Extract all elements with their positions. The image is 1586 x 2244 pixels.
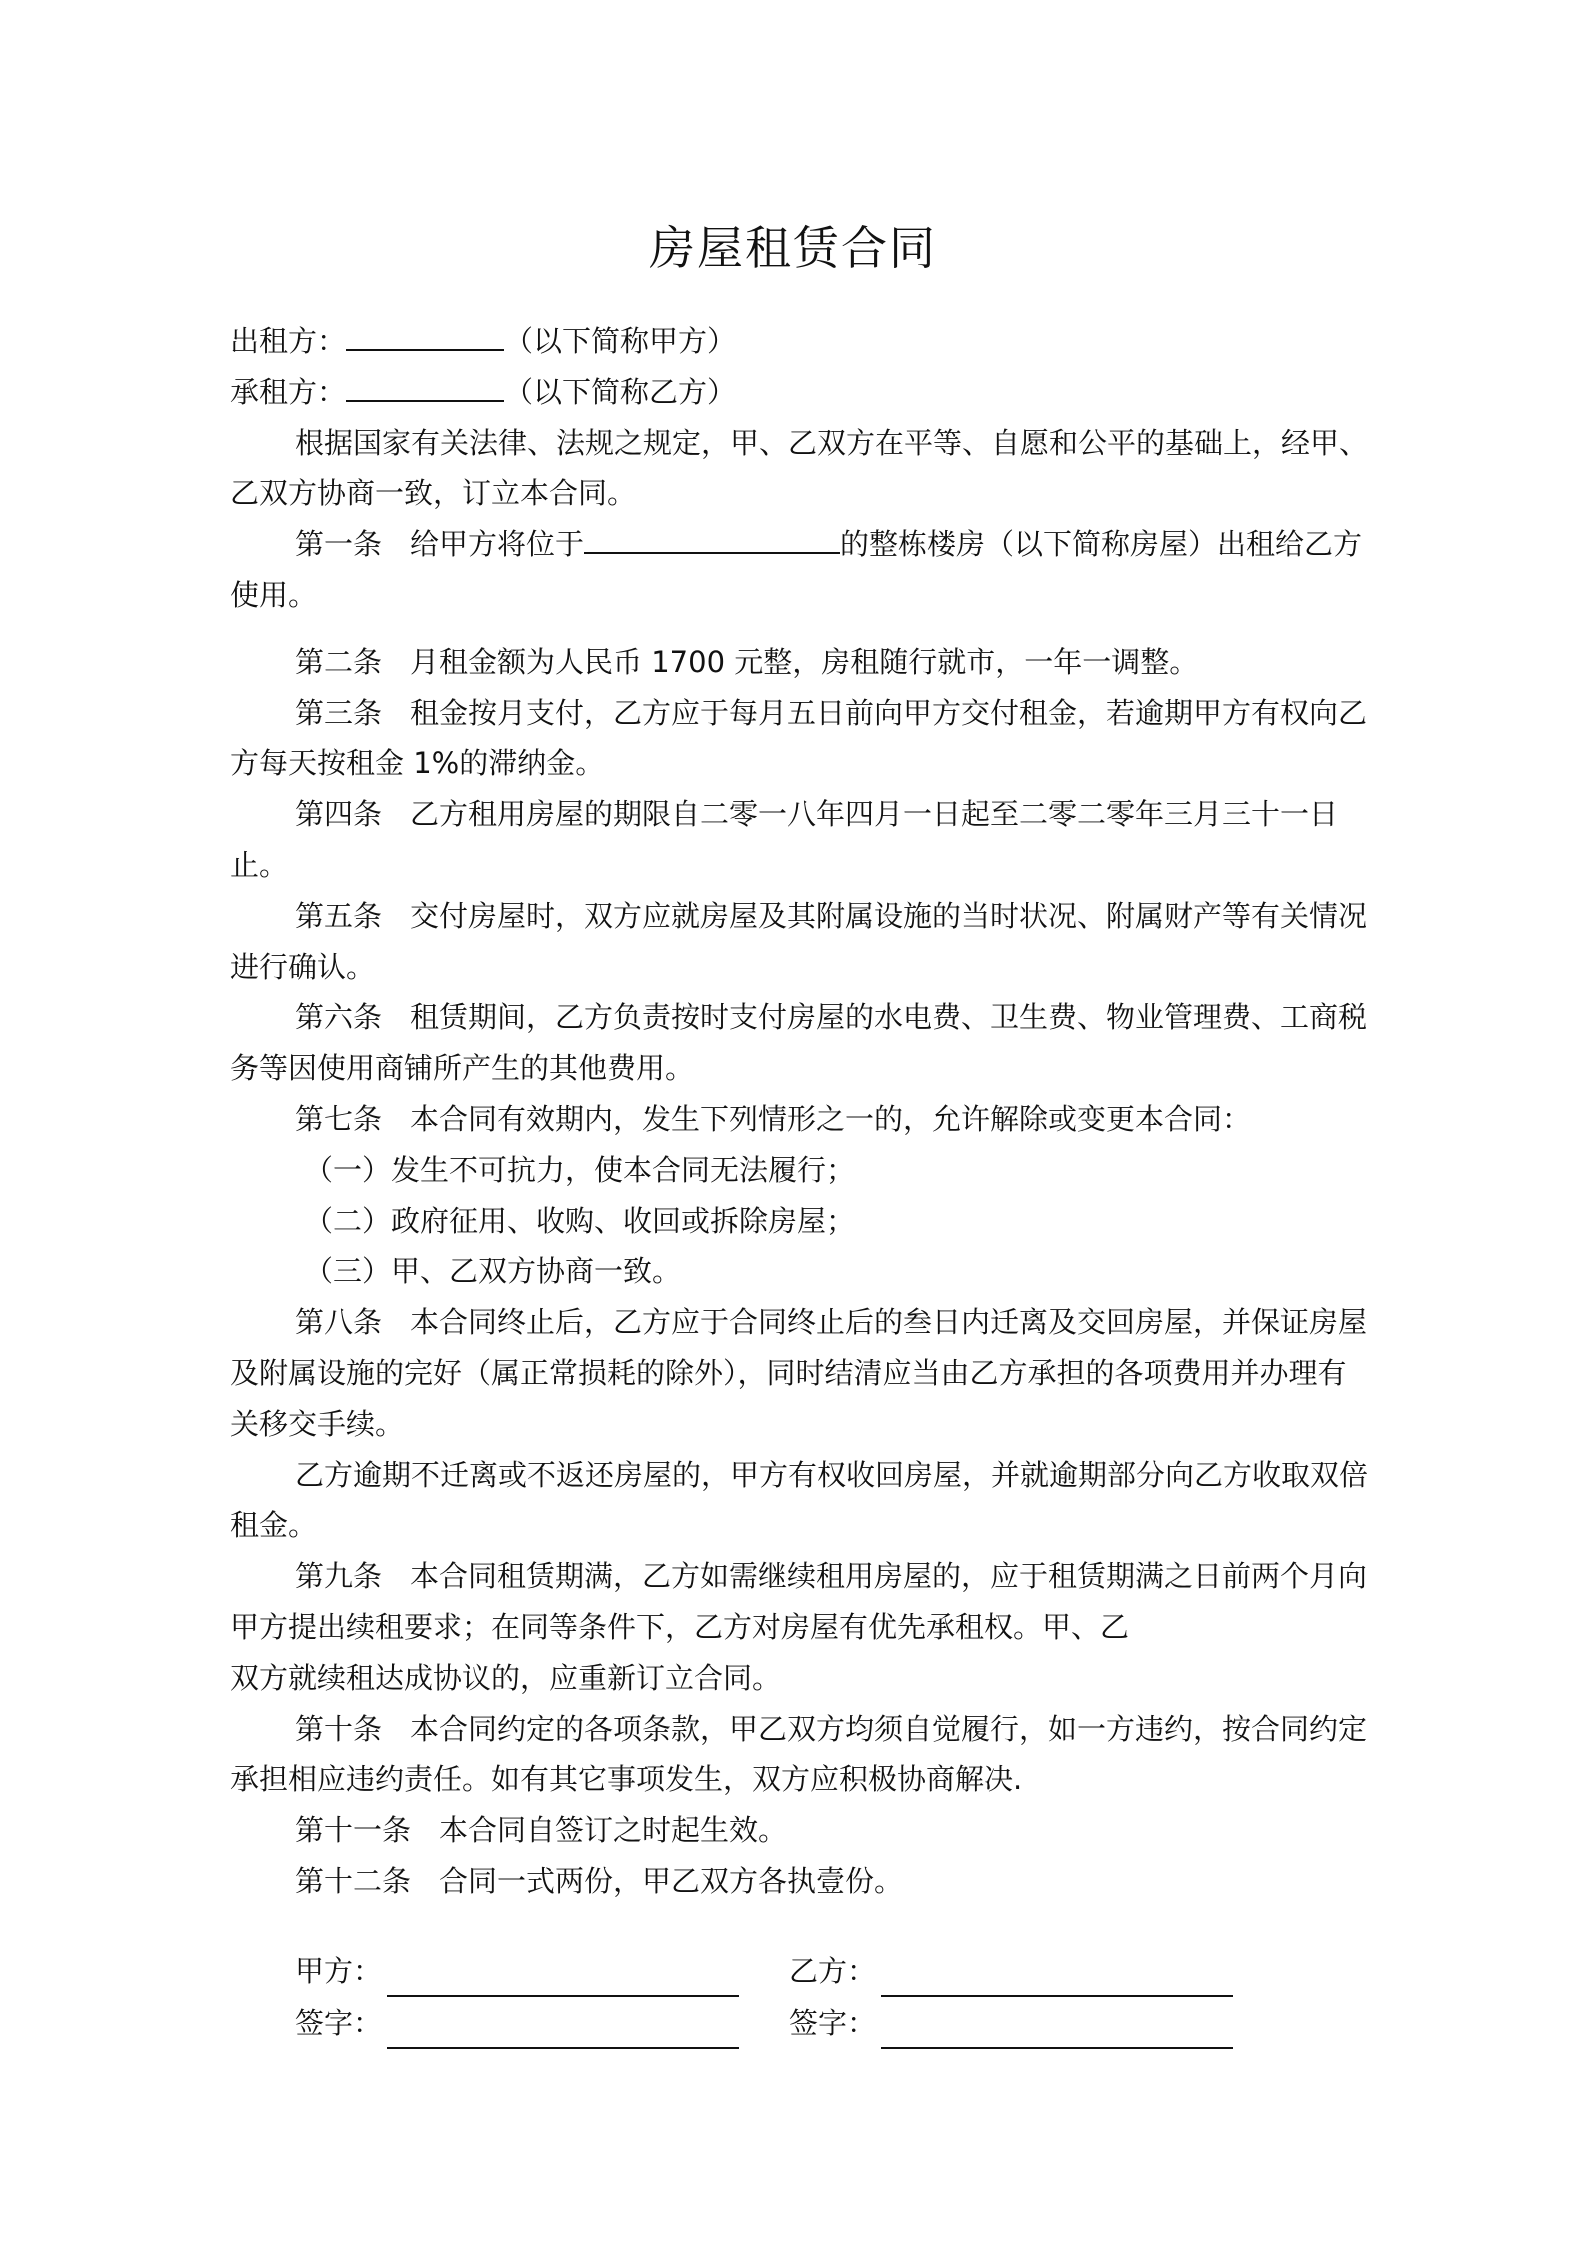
signature-row bbox=[295, 1997, 1233, 2049]
article-11-text: 本合同自签订之时起生效。 bbox=[439, 1813, 788, 1848]
sign-a-label: 签字： bbox=[295, 2006, 383, 2040]
article-2-text: 月租金额为人民币 1700 元整，房租随行就市，一年一调整。 bbox=[410, 644, 1199, 679]
article-9-number: 第九条 bbox=[295, 1559, 383, 1594]
article-10-text: 本合同约定的各项条款，甲乙双方均须自觉履行，如一方违约，按合同约定承担相应违约责任。如有其它事项发生，双方应积极协商解决. bbox=[230, 1711, 1368, 1797]
article-1-text-pre: 给甲方将位于 bbox=[410, 527, 585, 562]
article-1 bbox=[230, 519, 1370, 621]
property-location-field[interactable] bbox=[584, 551, 840, 554]
article-6-text: 租赁期间，乙方负责按时支付房屋的水电费、卫生费、物业管理费、工商税务等因使用商铺所产生的其他费用。 bbox=[230, 1000, 1368, 1086]
article-12 bbox=[230, 1856, 1370, 1907]
party-a-label: 甲方： bbox=[295, 1954, 383, 1988]
contract-body bbox=[230, 316, 1370, 1907]
article-4 bbox=[230, 789, 1370, 891]
signature-block bbox=[295, 1945, 1233, 2049]
article-6-number: 第六条 bbox=[295, 1000, 383, 1035]
article-7-item-3: （三）甲、乙双方协商一致。 bbox=[304, 1254, 682, 1289]
article-4-text: 乙方租用房屋的期限自二零一八年四月一日起至二零二零年三月三十一日止。 bbox=[230, 797, 1339, 882]
party-b-label: 乙方： bbox=[789, 1954, 877, 1988]
article-1-text-post: 的整栋楼房（以下简称房屋）出租给乙方使用。 bbox=[230, 527, 1363, 612]
sign-b-label: 签字： bbox=[789, 2006, 877, 2040]
article-7-item-2: （二）政府征用、收购、收回或拆除房屋； bbox=[304, 1203, 856, 1238]
article-12-text: 合同一式两份，甲乙双方各执壹份。 bbox=[439, 1863, 904, 1898]
lessee-label: 承租方： bbox=[230, 374, 347, 409]
lessor-label: 出租方： bbox=[230, 324, 347, 358]
party-a-field[interactable] bbox=[387, 1959, 739, 1997]
article-5 bbox=[230, 891, 1370, 993]
article-7-number: 第七条 bbox=[295, 1101, 383, 1136]
party-b-field[interactable] bbox=[881, 1959, 1233, 1997]
article-7-text: 本合同有效期内，发生下列情形之一的，允许解除或变更本合同： bbox=[410, 1101, 1252, 1136]
article-10-number: 第十条 bbox=[295, 1711, 383, 1746]
preamble: 根据国家有关法律、法规之规定，甲、乙双方在平等、自愿和公平的基础上，经甲、乙双方协商一致，订立本合同。 bbox=[230, 425, 1369, 511]
article-2 bbox=[230, 637, 1370, 688]
article-6 bbox=[230, 992, 1370, 1094]
article-9 bbox=[230, 1551, 1370, 1653]
lessee-line bbox=[230, 367, 1370, 418]
lessor-line bbox=[230, 316, 1370, 367]
article-7 bbox=[230, 1094, 1370, 1145]
article-8 bbox=[230, 1297, 1370, 1449]
article-12-number: 第十二条 bbox=[295, 1863, 412, 1898]
article-5-text: 交付房屋时，双方应就房屋及其附属设施的当时状况、附属财产等有关情况进行确认。 bbox=[230, 898, 1368, 984]
lessor-name-field[interactable] bbox=[346, 348, 504, 351]
document-title: 房屋租赁合同 bbox=[649, 221, 937, 275]
sign-a-field[interactable] bbox=[387, 2011, 739, 2049]
article-3-number: 第三条 bbox=[295, 695, 383, 730]
article-4-number: 第四条 bbox=[295, 797, 383, 832]
article-8-number: 第八条 bbox=[295, 1305, 383, 1340]
article-9-text: 本合同租赁期满，乙方如需继续租用房屋的，应于租赁期满之日前两个月向甲方提出续租要求；在同等条件下，乙方对房屋有优先承租权。甲、乙 bbox=[230, 1559, 1368, 1644]
article-9-continuation: 双方就续租达成协议的，应重新订立合同。 bbox=[230, 1660, 782, 1695]
article-5-number: 第五条 bbox=[295, 898, 383, 933]
article-10 bbox=[230, 1704, 1370, 1806]
article-11-number: 第十一条 bbox=[295, 1813, 412, 1848]
article-3-text: 租金按月支付，乙方应于每月五日前向甲方交付租金，若逾期甲方有权向乙方每天按租金 1%的滞纳金。 bbox=[230, 695, 1368, 781]
article-8-extra: 乙方逾期不迁离或不返还房屋的，甲方有权收回房屋，并就逾期部分向乙方收取双倍租金。 bbox=[230, 1457, 1369, 1543]
article-11 bbox=[230, 1805, 1370, 1856]
article-1-number: 第一条 bbox=[295, 527, 383, 562]
article-3 bbox=[230, 688, 1370, 790]
lessee-name-field[interactable] bbox=[346, 399, 504, 402]
article-2-number: 第二条 bbox=[295, 644, 383, 679]
party-row bbox=[295, 1945, 1233, 1997]
sign-b-field[interactable] bbox=[881, 2011, 1233, 2049]
lessor-suffix: （以下简称甲方） bbox=[504, 324, 737, 358]
article-8-text: 本合同终止后，乙方应于合同终止后的叁日内迁离及交回房屋，并保证房屋及附属设施的完好（属正常损耗的除外），同时结清应当由乙方承担的各项费用并办理有关移交手续。 bbox=[230, 1305, 1368, 1441]
article-7-item-1: （一）发生不可抗力，使本合同无法履行； bbox=[304, 1152, 856, 1187]
lessee-suffix: （以下简称乙方） bbox=[504, 374, 737, 409]
